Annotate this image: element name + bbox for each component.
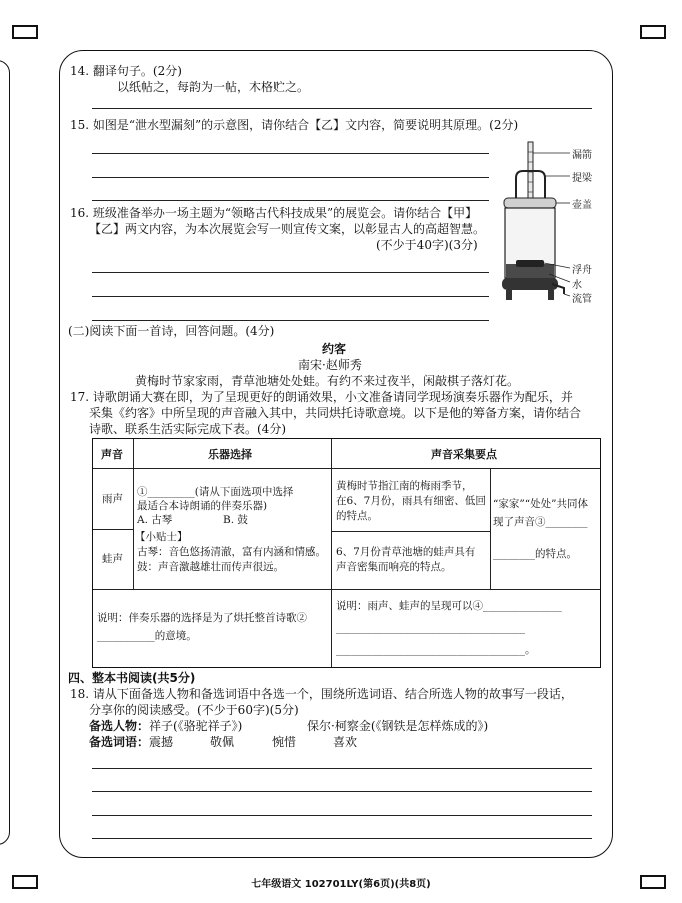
tip-guqin: 古琴：音色悠扬清澈，富有内涵和情感。: [137, 546, 326, 558]
rain-point-3: 的特点。: [336, 510, 378, 522]
instrument-question-2: 最适合本诗朗诵的伴奏乐器): [137, 500, 268, 512]
label-hugai: 壶盖: [572, 200, 592, 211]
common-feature-3[interactable]: ________的特点。: [493, 548, 577, 560]
person-1: 祥子(《骆驼祥子》): [149, 719, 243, 733]
q17-line-2: 采集《约客》中所呈现的声音融入其中，共同烘托诗歌意境。以下是他的筹备方案，请你结合: [89, 406, 582, 420]
note-right-1[interactable]: 说明：雨声、蛙声的呈现可以④_______________: [336, 600, 562, 612]
row-frog-label: 蛙声: [102, 553, 123, 565]
page-footer: 七年级语文 102701LY(第6页)(共8页): [251, 879, 431, 890]
q14-sentence: 以纸帖之，每韵为一帖，木格贮之。: [117, 80, 310, 94]
persons-label: 备选人物：: [89, 719, 150, 733]
answer-line[interactable]: [92, 815, 592, 816]
q16-line-3: (不少于40字)(3分): [376, 238, 478, 252]
word-option: 敬佩: [210, 735, 235, 749]
instrument-question[interactable]: ①_________(请从下面选项中选择: [137, 486, 294, 498]
header-sound: 声音: [101, 448, 123, 461]
frog-point-1: 6、7月份青草池塘的蛙声具有: [336, 546, 476, 558]
words-label: 备选词语：: [89, 735, 150, 749]
header-instrument: 乐器选择: [208, 448, 252, 461]
row-rain-label: 雨声: [102, 493, 123, 505]
note-left-1[interactable]: 说明：伴奏乐器的选择是为了烘托整首诗歌②: [97, 612, 307, 624]
note-right-3[interactable]: ____________________________________。: [336, 644, 536, 656]
rain-point-2: 在6、7月份，雨具有细密、低回: [336, 495, 486, 507]
note-left-2[interactable]: ___________的意境。: [97, 630, 197, 642]
tip-drum: 鼓：声音激越雄壮而传声很远。: [137, 561, 284, 573]
label-fuzhou: 浮舟: [572, 265, 592, 276]
answer-line[interactable]: [92, 296, 489, 297]
q18-line-1: 18. 请从下面备选人物和备选词语中各选一个，围绕所选词语、结合所选人物的故事写一段话，: [70, 687, 573, 701]
common-feature-1: “家家”“处处”共同体: [493, 498, 588, 510]
q17-line-3: 诗歌、联系生活实际完成下表。(4分): [89, 422, 286, 436]
registration-mark-top-right: [640, 25, 666, 39]
option-b[interactable]: B. 鼓: [223, 514, 248, 526]
answer-line[interactable]: [92, 768, 592, 769]
q16-line-1: 16. 班级准备举办一场主题为“领略古代科技成果”的展览会。请你结合【甲】: [70, 206, 478, 220]
common-feature-2[interactable]: 现了声音③________: [493, 516, 588, 528]
answer-line[interactable]: [92, 177, 489, 178]
answer-line[interactable]: [92, 838, 592, 839]
q16-line-2: 【乙】两文内容，为本次展览会写一则宣传文案，以彰显古人的高超智慧。: [89, 222, 486, 236]
poem-title: 约客: [322, 342, 347, 356]
q18-line-2: 分享你的阅读感受。(不少于60字)(5分): [89, 703, 299, 717]
label-tiliang: 提梁: [572, 173, 592, 184]
note-right-2[interactable]: ____________________________________: [336, 622, 525, 634]
registration-mark-top-left: [12, 25, 38, 39]
tip-title: 【小贴士】: [135, 531, 188, 543]
rain-point-1: 黄梅时节指江南的梅雨季节，: [336, 480, 473, 492]
label-shui: 水: [572, 280, 582, 291]
section-4-heading: 四、整本书阅读(共5分): [68, 671, 196, 685]
answer-line[interactable]: [92, 153, 489, 154]
answer-line[interactable]: [92, 200, 489, 201]
answer-line[interactable]: [92, 108, 592, 109]
header-points: 声音采集要点: [431, 448, 497, 461]
poem-text: 黄梅时节家家雨，青草池塘处处蛙。有约不来过夜半，闲敲棋子落灯花。: [135, 374, 520, 388]
plan-table: [92, 438, 601, 668]
label-liuguan: 流管: [572, 294, 592, 305]
q17-line-1: 17. 诗歌朗诵大赛在即，为了呈现更好的朗诵效果，小文准备请同学现场演奏乐器作为配乐，并: [70, 390, 573, 404]
word-option: 震撼: [149, 735, 174, 749]
answer-line[interactable]: [92, 272, 489, 273]
answer-line[interactable]: [92, 320, 489, 321]
word-option: 惋惜: [272, 735, 297, 749]
q14-title: 14. 翻译句子。(2分): [70, 64, 182, 78]
poem-author: 南宋·赵师秀: [298, 358, 362, 372]
binding-edge: [0, 60, 10, 845]
option-a[interactable]: A. 古琴: [137, 514, 173, 526]
person-2: 保尔·柯察金(《钢铁是怎样炼成的》): [307, 719, 489, 733]
section-2-heading: (二)阅读下面一首诗，回答问题。(4分): [68, 324, 275, 338]
q15-title: 15. 如图是“泄水型漏刻”的示意图，请你结合【乙】文内容，简要说明其原理。(2分): [70, 118, 519, 132]
frog-point-2: 声音密集而响亮的特点。: [336, 561, 452, 573]
answer-line[interactable]: [92, 791, 592, 792]
label-jian: 漏箭: [572, 150, 592, 161]
water-clock-figure: [494, 138, 604, 313]
word-option: 喜欢: [333, 735, 358, 749]
